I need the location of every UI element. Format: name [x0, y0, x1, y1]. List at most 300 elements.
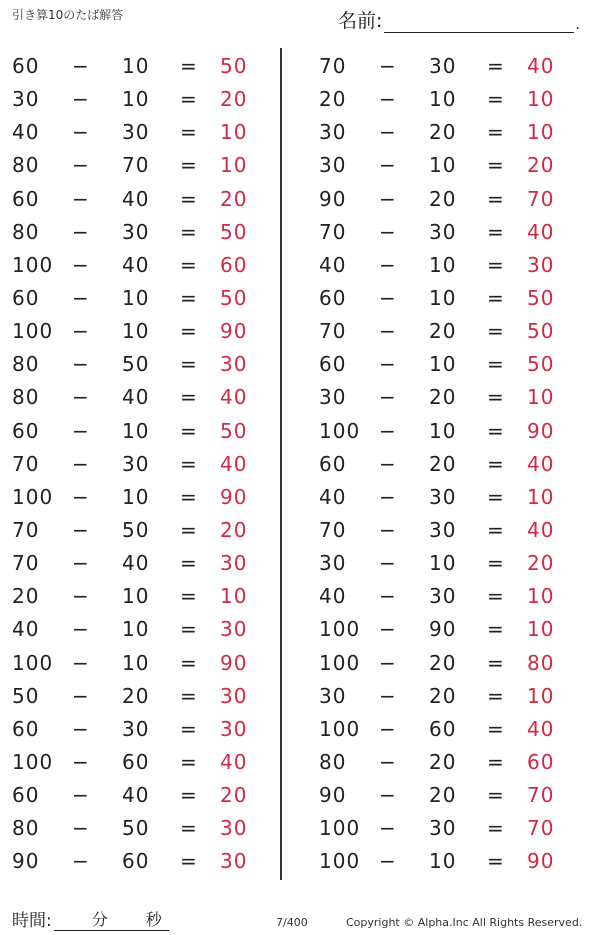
- equals-sign: =: [180, 352, 197, 377]
- minus-sign: −: [72, 650, 89, 675]
- minus-sign: −: [72, 683, 89, 708]
- subtrahend: 30: [122, 120, 150, 145]
- subtrahend: 20: [429, 451, 457, 476]
- minus-sign: −: [72, 716, 89, 741]
- minus-sign: −: [379, 650, 396, 675]
- minuend: 100: [319, 650, 361, 675]
- answer: 90: [527, 849, 555, 874]
- minus-sign: −: [379, 617, 396, 642]
- time-label: 時間:: [12, 911, 52, 931]
- minus-sign: −: [379, 186, 396, 211]
- equals-sign: =: [180, 252, 197, 277]
- left-problem-column: [0, 50, 290, 879]
- equals-sign: =: [487, 716, 504, 741]
- answer: 90: [527, 418, 555, 443]
- minus-sign: −: [379, 385, 396, 410]
- answer: 10: [527, 617, 555, 642]
- page-number: 7/400: [276, 916, 308, 929]
- minuend: 40: [319, 484, 347, 509]
- problem-row: [307, 216, 597, 249]
- subtrahend: 10: [429, 285, 457, 310]
- answer: 30: [220, 352, 248, 377]
- problem-row: [0, 779, 290, 812]
- subtrahend: 90: [429, 617, 457, 642]
- equals-sign: =: [180, 849, 197, 874]
- answer: 30: [220, 683, 248, 708]
- minus-sign: −: [379, 285, 396, 310]
- minus-sign: −: [72, 451, 89, 476]
- answer: 10: [527, 87, 555, 112]
- problem-row: [0, 249, 290, 282]
- problem-row: [307, 613, 597, 646]
- answer: 10: [527, 120, 555, 145]
- equals-sign: =: [487, 385, 504, 410]
- name-field: [338, 6, 580, 33]
- answer: 10: [527, 484, 555, 509]
- minuend: 100: [319, 816, 361, 841]
- subtrahend: 10: [429, 418, 457, 443]
- minus-sign: −: [72, 120, 89, 145]
- subtrahend: 10: [122, 650, 150, 675]
- minuend: 100: [319, 849, 361, 874]
- problem-row: [307, 514, 597, 547]
- answer: 80: [527, 650, 555, 675]
- answer: 70: [527, 783, 555, 808]
- minus-sign: −: [72, 749, 89, 774]
- minuend: 80: [12, 816, 40, 841]
- subtrahend: 20: [429, 319, 457, 344]
- answer: 30: [220, 551, 248, 576]
- answer: 40: [527, 517, 555, 542]
- minuend: 70: [12, 551, 40, 576]
- equals-sign: =: [180, 451, 197, 476]
- minuend: 40: [319, 584, 347, 609]
- minuend: 40: [319, 252, 347, 277]
- minus-sign: −: [379, 716, 396, 741]
- equals-sign: =: [180, 551, 197, 576]
- equals-sign: =: [487, 783, 504, 808]
- equals-sign: =: [487, 418, 504, 443]
- answer: 30: [527, 252, 555, 277]
- subtrahend: 60: [429, 716, 457, 741]
- problem-row: [0, 315, 290, 348]
- equals-sign: =: [180, 650, 197, 675]
- subtrahend: 10: [429, 352, 457, 377]
- subtrahend: 10: [122, 484, 150, 509]
- equals-sign: =: [487, 186, 504, 211]
- answer: 40: [220, 385, 248, 410]
- subtrahend: 30: [122, 716, 150, 741]
- problem-row: [307, 50, 597, 83]
- minus-sign: −: [379, 54, 396, 78]
- problem-row: [0, 415, 290, 448]
- minus-sign: −: [72, 252, 89, 277]
- problem-row: [0, 514, 290, 547]
- problem-row: [307, 315, 597, 348]
- equals-sign: =: [180, 153, 197, 178]
- equals-sign: =: [180, 54, 197, 78]
- minus-sign: −: [72, 783, 89, 808]
- problem-row: [307, 680, 597, 713]
- minuend: 50: [12, 683, 40, 708]
- problem-row: [307, 116, 597, 149]
- subtrahend: 30: [429, 517, 457, 542]
- problem-row: [0, 348, 290, 381]
- equals-sign: =: [487, 816, 504, 841]
- minus-sign: −: [72, 153, 89, 178]
- equals-sign: =: [487, 451, 504, 476]
- answer: 90: [220, 484, 248, 509]
- answer: 20: [220, 186, 248, 211]
- minuend: 60: [12, 716, 40, 741]
- answer: 10: [527, 683, 555, 708]
- minuend: 30: [319, 385, 347, 410]
- minuend: 70: [319, 517, 347, 542]
- minus-sign: −: [379, 252, 396, 277]
- equals-sign: =: [487, 650, 504, 675]
- minutes-label: 分: [91, 910, 108, 929]
- problem-row: [307, 779, 597, 812]
- problem-row: [307, 647, 597, 680]
- subtrahend: 10: [122, 584, 150, 609]
- subtrahend: 10: [122, 617, 150, 642]
- answer: 50: [220, 285, 248, 310]
- minuend: 100: [319, 617, 361, 642]
- minus-sign: −: [379, 120, 396, 145]
- subtrahend: 40: [122, 252, 150, 277]
- answer: 20: [220, 517, 248, 542]
- minus-sign: −: [379, 517, 396, 542]
- equals-sign: =: [180, 87, 197, 112]
- subtrahend: 30: [429, 584, 457, 609]
- minuend: 90: [12, 849, 40, 874]
- minuend: 80: [12, 219, 40, 244]
- answer: 10: [220, 120, 248, 145]
- problem-row: [307, 348, 597, 381]
- minuend: 70: [12, 517, 40, 542]
- name-end-dot: .: [575, 17, 580, 33]
- answer: 70: [527, 816, 555, 841]
- answer: 40: [527, 219, 555, 244]
- minuend: 80: [12, 352, 40, 377]
- subtrahend: 10: [429, 252, 457, 277]
- minuend: 40: [12, 617, 40, 642]
- problem-row: [0, 83, 290, 116]
- subtrahend: 40: [122, 186, 150, 211]
- minus-sign: −: [72, 551, 89, 576]
- subtrahend: 20: [429, 385, 457, 410]
- problem-row: [307, 282, 597, 315]
- minus-sign: −: [379, 584, 396, 609]
- minus-sign: −: [72, 219, 89, 244]
- minus-sign: −: [72, 54, 89, 78]
- subtrahend: 10: [122, 319, 150, 344]
- answer: 60: [220, 252, 248, 277]
- minuend: 100: [12, 252, 54, 277]
- problem-row: [0, 216, 290, 249]
- minuend: 30: [319, 120, 347, 145]
- problem-row: [0, 149, 290, 182]
- answer: 90: [220, 650, 248, 675]
- minus-sign: −: [379, 153, 396, 178]
- subtrahend: 60: [122, 749, 150, 774]
- subtrahend: 40: [122, 551, 150, 576]
- problem-row: [0, 812, 290, 845]
- answer: 10: [527, 584, 555, 609]
- problem-row: [0, 448, 290, 481]
- minuend: 60: [319, 451, 347, 476]
- equals-sign: =: [487, 352, 504, 377]
- minuend: 100: [12, 650, 54, 675]
- problem-row: [0, 381, 290, 414]
- answer: 40: [527, 716, 555, 741]
- minus-sign: −: [72, 418, 89, 443]
- minus-sign: −: [72, 584, 89, 609]
- minuend: 70: [319, 319, 347, 344]
- subtrahend: 20: [429, 650, 457, 675]
- subtrahend: 10: [122, 285, 150, 310]
- answer: 30: [220, 849, 248, 874]
- minuend: 60: [12, 418, 40, 443]
- minuend: 70: [12, 451, 40, 476]
- subtrahend: 20: [429, 749, 457, 774]
- problem-row: [307, 580, 597, 613]
- minuend: 80: [319, 749, 347, 774]
- minuend: 60: [319, 285, 347, 310]
- minuend: 20: [319, 87, 347, 112]
- minus-sign: −: [72, 285, 89, 310]
- equals-sign: =: [180, 484, 197, 509]
- answer: 10: [220, 584, 248, 609]
- answer: 20: [220, 783, 248, 808]
- minus-sign: −: [72, 385, 89, 410]
- minus-sign: −: [72, 849, 89, 874]
- minuend: 90: [319, 783, 347, 808]
- minus-sign: −: [72, 484, 89, 509]
- minus-sign: −: [379, 219, 396, 244]
- minuend: 70: [319, 54, 347, 78]
- copyright-notice: Copyright © Alpha.Inc All Rights Reserved.: [346, 916, 583, 929]
- minus-sign: −: [379, 783, 396, 808]
- equals-sign: =: [487, 749, 504, 774]
- problem-row: [0, 845, 290, 878]
- subtrahend: 20: [429, 683, 457, 708]
- minuend: 100: [12, 484, 54, 509]
- minuend: 90: [319, 186, 347, 211]
- problem-row: [307, 448, 597, 481]
- problem-row: [307, 381, 597, 414]
- equals-sign: =: [180, 418, 197, 443]
- equals-sign: =: [487, 551, 504, 576]
- subtrahend: 40: [122, 783, 150, 808]
- problem-row: [0, 580, 290, 613]
- problem-row: [0, 282, 290, 315]
- minus-sign: −: [72, 617, 89, 642]
- problem-row: [307, 83, 597, 116]
- problem-row: [0, 547, 290, 580]
- equals-sign: =: [487, 285, 504, 310]
- answer: 30: [220, 716, 248, 741]
- problem-row: [307, 845, 597, 878]
- equals-sign: =: [180, 617, 197, 642]
- minuend: 100: [12, 319, 54, 344]
- minuend: 60: [12, 54, 40, 78]
- answer: 50: [527, 285, 555, 310]
- subtrahend: 10: [429, 153, 457, 178]
- name-label: 名前:: [338, 10, 383, 32]
- minus-sign: −: [379, 352, 396, 377]
- problem-row: [0, 647, 290, 680]
- problem-row: [307, 481, 597, 514]
- problem-row: [0, 50, 290, 83]
- equals-sign: =: [487, 87, 504, 112]
- subtrahend: 10: [429, 551, 457, 576]
- equals-sign: =: [180, 219, 197, 244]
- equals-sign: =: [487, 683, 504, 708]
- equals-sign: =: [487, 517, 504, 542]
- subtrahend: 30: [122, 451, 150, 476]
- answer: 90: [220, 319, 248, 344]
- answer: 10: [220, 153, 248, 178]
- problem-row: [0, 183, 290, 216]
- seconds-label: 秒: [145, 910, 162, 929]
- equals-sign: =: [180, 683, 197, 708]
- equals-sign: =: [487, 219, 504, 244]
- minuend: 80: [12, 385, 40, 410]
- equals-sign: =: [180, 385, 197, 410]
- minuend: 30: [12, 87, 40, 112]
- minuend: 100: [319, 418, 361, 443]
- problem-row: [307, 713, 597, 746]
- name-blank-line[interactable]: [384, 12, 574, 33]
- time-blank-line[interactable]: [54, 910, 169, 931]
- subtrahend: 30: [122, 219, 150, 244]
- minus-sign: −: [72, 352, 89, 377]
- problem-row: [0, 481, 290, 514]
- equals-sign: =: [180, 716, 197, 741]
- minuend: 30: [319, 551, 347, 576]
- minuend: 60: [12, 186, 40, 211]
- equals-sign: =: [487, 120, 504, 145]
- answer: 30: [220, 617, 248, 642]
- minus-sign: −: [72, 517, 89, 542]
- right-problem-column: [307, 50, 597, 879]
- minus-sign: −: [379, 749, 396, 774]
- equals-sign: =: [487, 584, 504, 609]
- minus-sign: −: [379, 551, 396, 576]
- minus-sign: −: [379, 451, 396, 476]
- equals-sign: =: [487, 153, 504, 178]
- minuend: 100: [319, 716, 361, 741]
- minus-sign: −: [379, 849, 396, 874]
- minuend: 40: [12, 120, 40, 145]
- subtrahend: 30: [429, 816, 457, 841]
- problem-row: [0, 746, 290, 779]
- minuend: 70: [319, 219, 347, 244]
- equals-sign: =: [487, 54, 504, 78]
- equals-sign: =: [180, 584, 197, 609]
- equals-sign: =: [487, 319, 504, 344]
- answer: 60: [527, 749, 555, 774]
- answer: 50: [220, 219, 248, 244]
- subtrahend: 70: [122, 153, 150, 178]
- answer: 40: [220, 451, 248, 476]
- subtrahend: 50: [122, 517, 150, 542]
- subtrahend: 40: [122, 385, 150, 410]
- subtrahend: 20: [122, 683, 150, 708]
- minuend: 20: [12, 584, 40, 609]
- equals-sign: =: [180, 186, 197, 211]
- answer: 50: [220, 418, 248, 443]
- subtrahend: 20: [429, 186, 457, 211]
- time-field: [12, 906, 169, 931]
- subtrahend: 50: [122, 352, 150, 377]
- minus-sign: −: [379, 319, 396, 344]
- problem-row: [0, 713, 290, 746]
- equals-sign: =: [180, 749, 197, 774]
- subtrahend: 60: [122, 849, 150, 874]
- minus-sign: −: [72, 186, 89, 211]
- minuend: 60: [12, 285, 40, 310]
- answer: 10: [527, 385, 555, 410]
- minus-sign: −: [72, 816, 89, 841]
- answer: 30: [220, 816, 248, 841]
- subtrahend: 20: [429, 120, 457, 145]
- answer: 70: [527, 186, 555, 211]
- answer: 50: [527, 319, 555, 344]
- worksheet-title: 引き算10のたば解答: [12, 8, 124, 22]
- subtrahend: 10: [122, 54, 150, 78]
- problem-row: [307, 746, 597, 779]
- answer: 20: [220, 87, 248, 112]
- subtrahend: 30: [429, 54, 457, 78]
- answer: 50: [527, 352, 555, 377]
- minuend: 80: [12, 153, 40, 178]
- problem-row: [307, 547, 597, 580]
- minus-sign: −: [72, 319, 89, 344]
- equals-sign: =: [487, 617, 504, 642]
- equals-sign: =: [487, 849, 504, 874]
- equals-sign: =: [180, 517, 197, 542]
- minus-sign: −: [379, 484, 396, 509]
- minuend: 100: [12, 749, 54, 774]
- subtrahend: 10: [122, 87, 150, 112]
- equals-sign: =: [180, 783, 197, 808]
- subtrahend: 10: [429, 87, 457, 112]
- problem-row: [0, 680, 290, 713]
- subtrahend: 10: [429, 849, 457, 874]
- minus-sign: −: [379, 816, 396, 841]
- minus-sign: −: [379, 683, 396, 708]
- answer: 40: [527, 54, 555, 78]
- answer: 40: [220, 749, 248, 774]
- problem-row: [307, 249, 597, 282]
- subtrahend: 10: [122, 418, 150, 443]
- equals-sign: =: [180, 816, 197, 841]
- answer: 20: [527, 153, 555, 178]
- answer: 50: [220, 54, 248, 78]
- minus-sign: −: [72, 87, 89, 112]
- problem-row: [307, 812, 597, 845]
- subtrahend: 30: [429, 484, 457, 509]
- minus-sign: −: [379, 87, 396, 112]
- answer: 20: [527, 551, 555, 576]
- minuend: 60: [12, 783, 40, 808]
- minus-sign: −: [379, 418, 396, 443]
- equals-sign: =: [180, 285, 197, 310]
- problem-row: [307, 183, 597, 216]
- problem-row: [307, 149, 597, 182]
